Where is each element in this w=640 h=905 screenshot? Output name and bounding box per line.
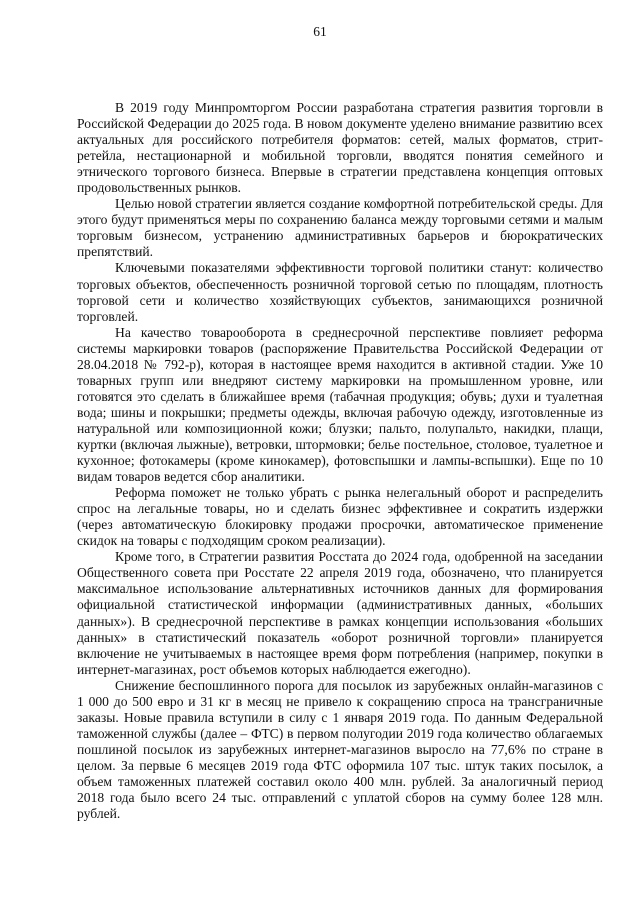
paragraph-key-indicators: Ключевыми показателями эффективности торговой политики станут: количество торговых объектов, обеспеченность розничной торговой сетью по площадям, плотность торговой сети и количество хозяйствующих субъектов, занимающихся розничной торговлей. [77, 260, 603, 324]
paragraph-strategy-goal: Целью новой стратегии является создание комфортной потребительской среды. Для этого будут применяться меры по сохранению баланса между торговыми сетями и малым торговым бизнесом, устранению административных барьеров и бюрократических препятствий. [77, 196, 603, 260]
body-text [77, 100, 603, 822]
paragraph-labeling-reform: На качество товарооборота в среднесрочной перспективе повлияет реформа системы маркировки товаров (распоряжение Правительства Российской Федерации от 28.04.2018 № 792-р), которая в настоящее время находится в активной стадии. Уже 10 товарных групп или внедряют систему маркировки на промышленном уровне, или готовятся это сделать в ближайшее время (табачная продукция; обувь; духи и туалетная вода; шины и покрышки; предметы одежды, включая рабочую одежду, изготовленные из натуральной или композиционной кожи; блузки; пальто, полупальто, накидки, плащи, куртки (включая лыжные), ветровки, штормовки; белье постельное, столовое, туалетное и кухонное; фотокамеры (кроме кинокамер), фотовспышки и лампы-вспышки). Еще по 10 видам товаров ведется сбор аналитики. [77, 324, 603, 485]
paragraph-rosstat-strategy: Кроме того, в Стратегии развития Росстата до 2024 года, одобренной на заседании Общественного совета при Росстате 22 апреля 2019 года, обозначено, что планируется максимальное использование альтернативных источников данных для формирования официальной статистической информации (административных данных, «больших данных»). В среднесрочной перспективе в рамках концепции использования «больших данных» в статистический показатель «оборот розничной торговли» планируется включение не учитываемых в настоящее время форм потребления (например, покупки в интернет-магазинах, рост объемов которых наблюдается ежегодно). [77, 549, 603, 677]
page-number: 61 [313, 24, 327, 39]
paragraph-trade-strategy: В 2019 году Минпромторгом России разработана стратегия развития торговли в Российской Федерации до 2025 года. В новом документе уделено внимание развитию всех актуальных для российского потребителя форматов: сетей, малых форматов, стрит-ретейла, нестационарной и мобильной торговли, вводятся понятия семейного и этнического торгового бизнеса. Впервые в стратегии представлена концепция оптовых продовольственных рынков. [77, 100, 603, 196]
paragraph-duty-free-threshold: Снижение беспошлинного порога для посылок из зарубежных онлайн-магазинов с 1 000 до 500 евро и 31 кг в месяц не привело к сокращению спроса на трансграничные заказы. Новые правила вступили в силу с 1 января 2019 года. По данным Федеральной таможенной службы (далее – ФТС) в первом полугодии 2019 года количество облагаемых пошлиной посылок из зарубежных интернет-магазинов выросло на 77,6% по стране в целом. За первые 6 месяцев 2019 года ФТС оформила 107 тыс. штук таких посылок, а объем таможенных платежей составил около 400 млн. рублей. За аналогичный период 2018 года было всего 24 тыс. отправлений с уплатой сборов на сумму более 128 млн. рублей. [77, 677, 603, 822]
paragraph-reform-benefits: Реформа поможет не только убрать с рынка нелегальный оборот и распределить спрос на легальные товары, но и сделать бизнес эффективнее и сократить издержки (через автоматическую блокировку продажи просрочки, автоматическое применение скидок на товары с подходящим сроком реализации). [77, 485, 603, 549]
